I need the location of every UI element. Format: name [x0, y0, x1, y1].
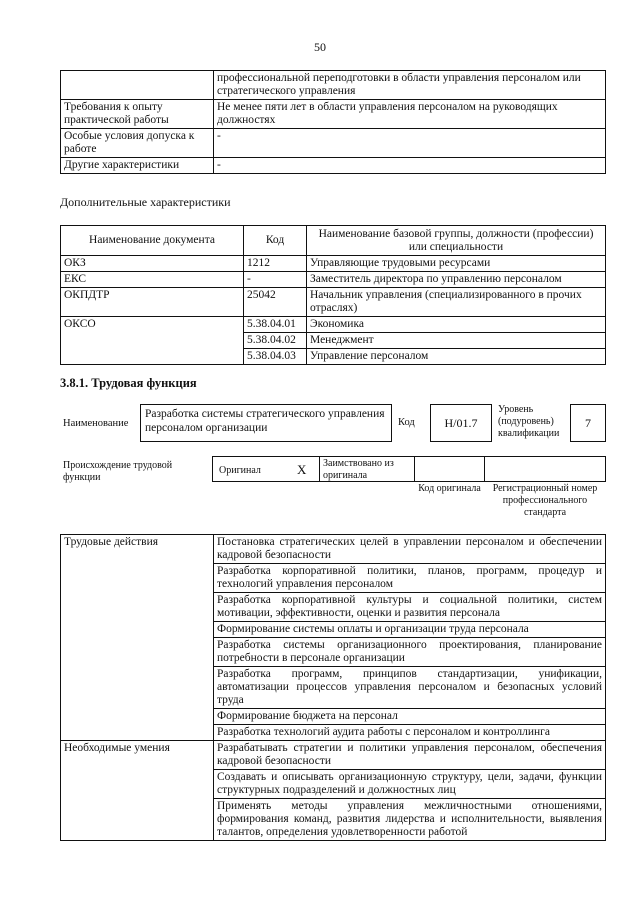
original-code-caption: Код оригинала [418, 483, 481, 494]
header-document: Наименование документа [61, 226, 244, 256]
original-label: Оригинал [219, 465, 261, 476]
group-name-cell: Управление персоналом [307, 349, 606, 365]
group-name-cell: Менеджмент [307, 333, 606, 349]
document-cell: ОКЗ [61, 256, 244, 272]
skill-item: Применять методы управления межличностными отношениями, формирования команд, развития лидерства и исполнительности, выявления талантов, определения удовлетворенности работой [214, 799, 606, 841]
characteristics-row [61, 288, 606, 317]
qualification-row [61, 71, 606, 100]
document-cell: ОКСО [61, 317, 244, 365]
skill-item: Создавать и описывать организационную структуру, цели, задачи, функции структурных подразделений и должностных лиц [214, 770, 606, 799]
labor-action-item: Разработка корпоративной политики, планов, программ, процедур и технологий управления персоналом [214, 564, 606, 593]
code-cell: 25042 [244, 288, 307, 317]
qualification-value: профессиональной переподготовки в области управления персоналом или стратегического управления [214, 71, 606, 100]
labor-functions-table [60, 534, 606, 841]
name-label: Наименование [63, 418, 129, 429]
qualification-label [61, 71, 214, 100]
code-cell: 5.38.04.01 [244, 317, 307, 333]
original-code-cell [414, 456, 485, 482]
code-cell: 5.38.04.02 [244, 333, 307, 349]
original-mark: X [297, 462, 307, 477]
qualification-value: - [214, 158, 606, 174]
labor-action-item: Постановка стратегических целей в управлении персоналом и обеспечении кадровой безопасности [214, 535, 606, 564]
borrowed-cell: Заимствовано из оригинала [319, 456, 415, 482]
labor-action-item: Разработка системы организационного проектирования, планирование потребности в персонале организации [214, 638, 606, 667]
qualification-row [61, 100, 606, 129]
original-cell [212, 456, 320, 482]
labor-action-item: Разработка технологий аудита работы с персоналом и контроллинга [214, 725, 606, 741]
labor-action-item: Формирование системы оплаты и организации труда персонала [214, 622, 606, 638]
function-name-box: Разработка системы стратегического управления персоналом организации [140, 404, 392, 442]
skill-label: Необходимые умения [61, 741, 214, 841]
code-label: Код [398, 417, 415, 428]
page-number: 50 [314, 40, 326, 54]
qualification-row [61, 158, 606, 174]
characteristics-row [61, 317, 606, 333]
header-name: Наименование базовой группы, должности (профессии) или специальности [307, 226, 606, 256]
characteristics-row [61, 272, 606, 288]
labor-action-label: Трудовые действия [61, 535, 214, 741]
qualification-row [61, 129, 606, 158]
qualification-value: Не менее пяти лет в области управления персоналом на руководящих должностях [214, 100, 606, 129]
level-label: Уровень (подуровень) квалификации [498, 404, 560, 439]
group-name-cell: Управляющие трудовыми ресурсами [307, 256, 606, 272]
qualification-table [60, 70, 606, 174]
document-cell: ЕКС [61, 272, 244, 288]
qualification-label: Требования к опыту практической работы [61, 100, 214, 129]
function-heading: 3.8.1. Трудовая функция [60, 376, 197, 390]
code-cell: 1212 [244, 256, 307, 272]
labor-action-item: Формирование бюджета на персонал [214, 709, 606, 725]
qualification-label: Другие характеристики [61, 158, 214, 174]
group-name-cell: Заместитель директора по управлению персоналом [307, 272, 606, 288]
level-box: 7 [570, 404, 606, 442]
qualification-value: - [214, 129, 606, 158]
code-cell: 5.38.04.03 [244, 349, 307, 365]
qualification-label: Особые условия допуска к работе [61, 129, 214, 158]
additional-characteristics-table [60, 225, 606, 365]
skill-row [61, 741, 606, 770]
skill-item: Разрабатывать стратегии и политики управления персоналом, обеспечения кадровой безопасности [214, 741, 606, 770]
document-cell: ОКПДТР [61, 288, 244, 317]
characteristics-row [61, 256, 606, 272]
registration-number-cell [484, 456, 606, 482]
origin-label: Происхождение трудовой функции [63, 460, 173, 483]
registration-number-caption: Регистрационный номер профессионального стандарта [492, 483, 598, 518]
function-code-box: H/01.7 [430, 404, 492, 442]
labor-action-row [61, 535, 606, 564]
group-name-cell: Экономика [307, 317, 606, 333]
group-name-cell: Начальник управления (специализированного в прочих отраслях) [307, 288, 606, 317]
labor-action-item: Разработка корпоративной культуры и социальной политики, систем мотивации, эффективности, оценки и развития персонала [214, 593, 606, 622]
labor-action-item: Разработка программ, принципов стандартизации, унификации, автоматизации процессов управления персоналом и безопасных условий труда [214, 667, 606, 709]
additional-heading: Дополнительные характеристики [60, 195, 231, 209]
header-code: Код [244, 226, 307, 256]
code-cell: - [244, 272, 307, 288]
